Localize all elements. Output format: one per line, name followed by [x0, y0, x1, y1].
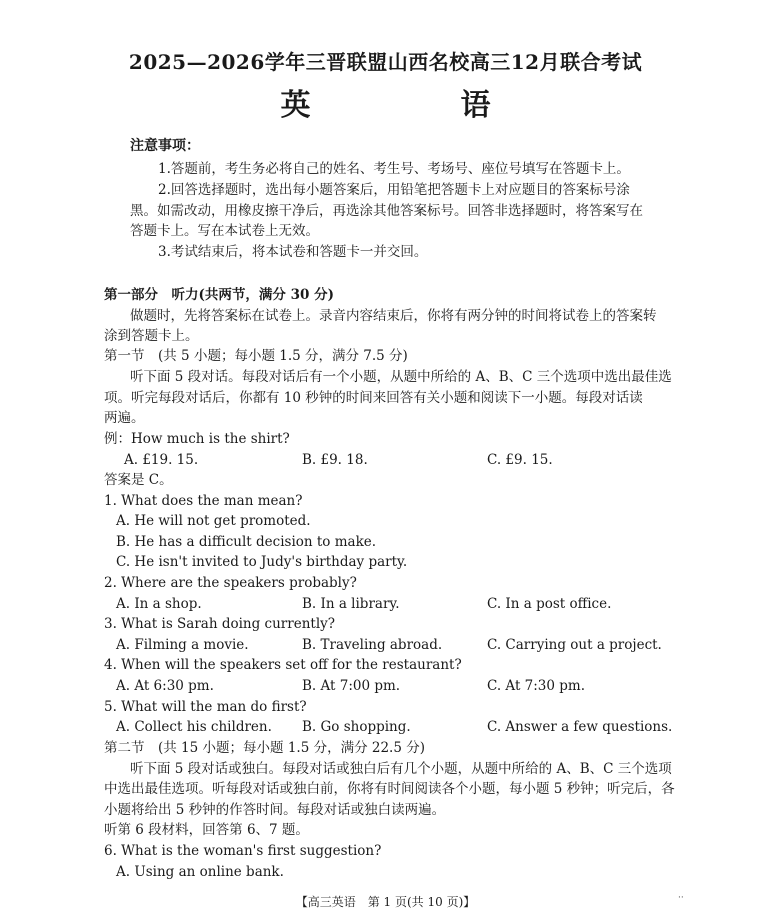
subject-title: 英 语 [280, 88, 551, 123]
question-option: C. At 7:30 pm. [487, 678, 586, 694]
question-stem: 1. What does the man mean? [104, 493, 303, 509]
question-option: B. Go shopping. [302, 719, 411, 735]
section2-intro: 小题将给出 5 秒钟的作答时间。每段对话或独白读两遍。 [104, 802, 446, 818]
question-option: C. Answer a few questions. [487, 719, 673, 735]
section1-intro: 听下面 5 段对话。每段对话后有一个小题，从题中所给的 A、B、C 三个选项中选出最佳选 [130, 369, 672, 385]
notice-line: 黑。如需改动，用橡皮擦干净后，再选涂其他答案标号。回答非选择题时，将答案写在 [130, 203, 643, 219]
question-option: B. In a library. [302, 596, 400, 612]
question-option: A. In a shop. [116, 596, 202, 612]
example-option-b: B. £9. 18. [302, 452, 368, 468]
question-stem: 3. What is Sarah doing currently? [104, 616, 335, 632]
question-option: B. He has a difficult decision to make. [116, 534, 377, 550]
section1-intro: 项。听完每段对话后，你都有 10 秒钟的时间来回答有关小题和阅读下一小题。每段对话读 [104, 390, 643, 406]
part1-intro: 涂到答题卡上。 [104, 328, 199, 344]
question-stem: 5. What will the man do first? [104, 699, 307, 715]
section2-intro: 中选出最佳选项。听每段对话或独白前，你将有时间阅读各个小题，每小题 5 秒钟；听完后，各 [104, 781, 675, 797]
question-stem: 4. When will the speakers set off for the restaurant? [104, 657, 462, 673]
question-option: A. Collect his children. [116, 719, 272, 735]
section2-heading: 第二节 (共 15 小题；每小题 1.5 分，满分 22.5 分) [104, 740, 425, 756]
question-option: A. At 6:30 pm. [116, 678, 214, 694]
question-option: C. He isn't invited to Judy's birthday party. [116, 554, 408, 570]
question-stem: 2. Where are the speakers probably? [104, 575, 357, 591]
section2-intro: 听下面 5 段对话或独白。每段对话或独白后有几个小题，从题中所给的 A、B、C 三个选项 [130, 761, 672, 777]
question-option: A. Filming a movie. [116, 637, 249, 653]
page-footer: 【高三英语 第 1 页(共 10 页)】 [295, 895, 476, 909]
part1-intro: 做题时，先将答案标在试卷上。录音内容结束后，你将有两分钟的时间将试卷上的答案转 [130, 308, 657, 324]
question-option: B. At 7:00 pm. [302, 678, 401, 694]
example-option-a: A. £19. 15. [124, 452, 199, 468]
notice-line: 2.回答选择题时，选出每小题答案后，用铅笔把答题卡上对应题目的答案标号涂 [158, 182, 630, 198]
question-option: B. Traveling abroad. [302, 637, 443, 653]
question-option: C. In a post office. [487, 596, 612, 612]
question-option: A. He will not get promoted. [116, 513, 311, 529]
example-question: 例：How much is the shirt? [104, 431, 290, 447]
question-option: A. Using an online bank. [116, 864, 284, 880]
notice-line: 答题卡上。写在本试卷上无效。 [130, 223, 319, 239]
question-option: C. Carrying out a project. [487, 637, 662, 653]
example-option-c: C. £9. 15. [487, 452, 553, 468]
notice-line: 1.答题前，考生务必将自己的姓名、考生号、考场号、座位号填写在答题卡上。 [158, 161, 630, 177]
exam-title: 2025—2026学年三晋联盟山西名校高三12月联合考试 [128, 50, 643, 74]
part1-heading: 第一部分 听力(共两节，满分 30 分) [104, 287, 334, 303]
example-answer: 答案是 C。 [104, 472, 173, 488]
section2-material: 听第 6 段材料，回答第 6、7 题。 [104, 822, 309, 838]
section1-intro: 两遍。 [104, 410, 145, 426]
notice-heading: 注意事项： [130, 138, 200, 154]
section1-heading: 第一节 (共 5 小题；每小题 1.5 分，满分 7.5 分) [104, 348, 408, 364]
footer-code: ·· [678, 893, 684, 903]
notice-line: 3.考试结束后，将本试卷和答题卡一并交回。 [158, 244, 428, 260]
question-stem: 6. What is the woman's first suggestion? [104, 843, 382, 859]
